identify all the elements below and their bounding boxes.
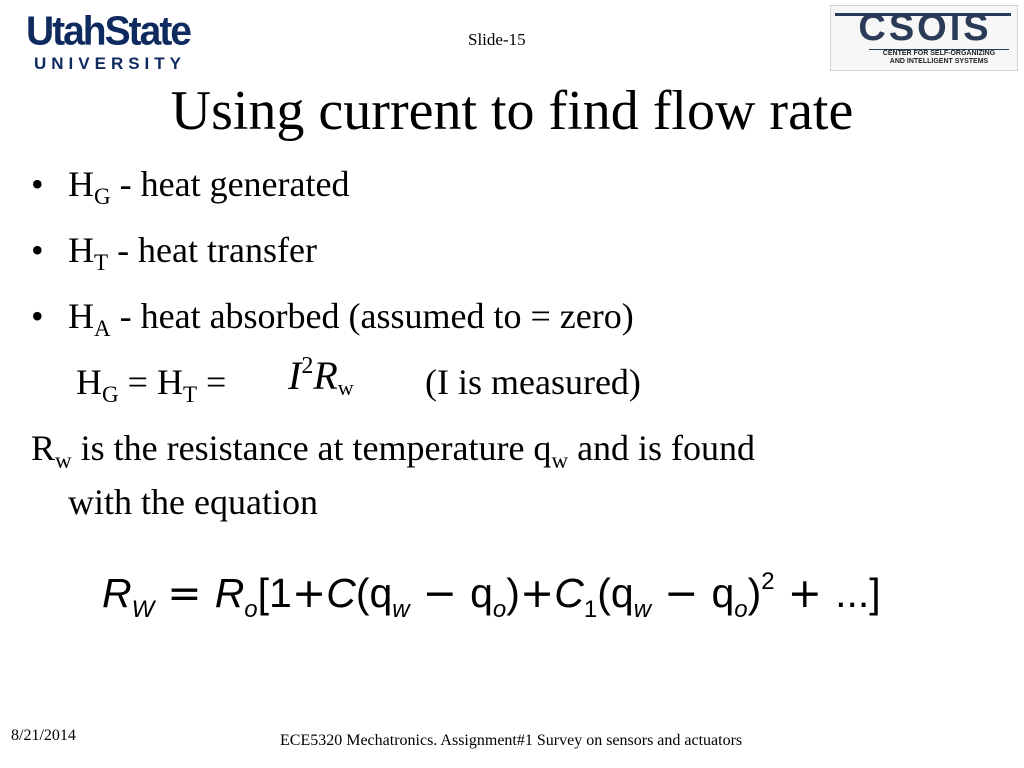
bullet-heat-transfer — [68, 229, 317, 275]
bullet-marker: • — [31, 296, 44, 336]
eq-resistance: R — [313, 353, 338, 398]
eq-current: I — [288, 353, 302, 398]
eq-subscript: o — [244, 596, 258, 623]
bullet-text: - heat generated — [110, 164, 350, 204]
eq-term: (q — [597, 570, 634, 616]
slide-number: Slide-15 — [468, 30, 526, 49]
csois-logo-subtitle-line1: CENTER FOR SELF-ORGANIZING — [882, 50, 996, 57]
eq-operator: + — [774, 569, 836, 617]
bullet-marker: • — [31, 164, 44, 204]
eq-term: ) — [747, 570, 762, 616]
slide-title: Using current to find flow rate — [170, 80, 854, 142]
csois-logo — [830, 5, 1018, 71]
eq-exponent: 2 — [761, 568, 775, 595]
para-subscript: w — [55, 448, 72, 473]
eq-operator: = — [197, 362, 227, 402]
csois-logo-subtitle-line2: AND INTELLIGENT SYSTEMS — [889, 58, 989, 65]
usu-logo — [14, 10, 202, 74]
bullet-symbol: H — [68, 296, 94, 336]
eq-subscript: T — [182, 382, 197, 407]
eq-term: C — [554, 570, 584, 616]
bullet-marker: • — [31, 230, 44, 270]
para-symbol: R — [31, 428, 56, 468]
csois-logo-subtitle — [869, 50, 1009, 66]
bullet-symbol: H — [68, 164, 94, 204]
eq-subscript: G — [102, 382, 119, 407]
eq-subscript: o — [492, 596, 507, 623]
paragraph-line2: with the equation — [68, 482, 318, 522]
eq-term: ...] — [835, 570, 881, 616]
para-text: is the resistance at temperature q — [71, 428, 552, 468]
bullet-heat-generated — [68, 163, 350, 209]
eq-operator: − — [651, 569, 712, 617]
eq-subscript: w — [392, 596, 410, 623]
eq-operator: = — [154, 569, 215, 617]
eq-subscript: w — [633, 596, 652, 623]
eq-term: H — [156, 362, 183, 402]
bullet-text: - heat absorbed (assumed to = zero) — [110, 296, 634, 336]
bullet-subscript: A — [94, 316, 111, 341]
footer-course-title: ECE5320 Mechatronics. Assignment#1 Survey on sensors and actuators — [280, 732, 743, 749]
eq-operator: + — [291, 569, 327, 617]
eq-operator: = — [118, 362, 157, 402]
bullet-subscript: G — [94, 184, 111, 209]
eq-term: q — [470, 570, 493, 616]
eq-exponent: 2 — [301, 353, 314, 379]
bullet-heat-absorbed — [68, 295, 634, 341]
usu-logo-subtitle: UNIVERSITY — [33, 54, 187, 73]
eq-term: q — [711, 570, 735, 616]
eq-operator: − — [409, 569, 471, 617]
equation-resistance-temperature — [102, 568, 881, 623]
bullet-symbol: H — [68, 230, 94, 270]
bullet-subscript: T — [94, 250, 109, 275]
eq-term: H — [76, 362, 102, 402]
bullet-text: - heat transfer — [108, 230, 317, 270]
equation-note: (I is measured) — [425, 362, 641, 402]
eq-subscript: w — [337, 375, 354, 400]
eq-operator: + — [519, 569, 555, 617]
eq-subscript: o — [734, 596, 748, 623]
eq-subscript: W — [131, 596, 155, 623]
eq-term: ) — [506, 570, 520, 616]
paragraph-line1 — [31, 427, 756, 473]
equation-i-squared-r — [288, 352, 354, 399]
eq-term: C — [326, 570, 356, 616]
footer-date: 8/21/2014 — [11, 727, 76, 744]
para-text: and is found — [568, 428, 756, 468]
csois-logo-wordmark: CSOIS — [858, 7, 992, 49]
usu-logo-wordmark: UtahState — [25, 8, 191, 55]
eq-term: (q — [355, 570, 393, 616]
eq-subscript: 1 — [583, 596, 598, 623]
eq-term: [1 — [257, 570, 292, 616]
equation-heat-balance — [76, 361, 227, 407]
para-subscript: w — [551, 448, 569, 473]
eq-term: R — [214, 570, 245, 616]
eq-term: R — [102, 570, 132, 616]
